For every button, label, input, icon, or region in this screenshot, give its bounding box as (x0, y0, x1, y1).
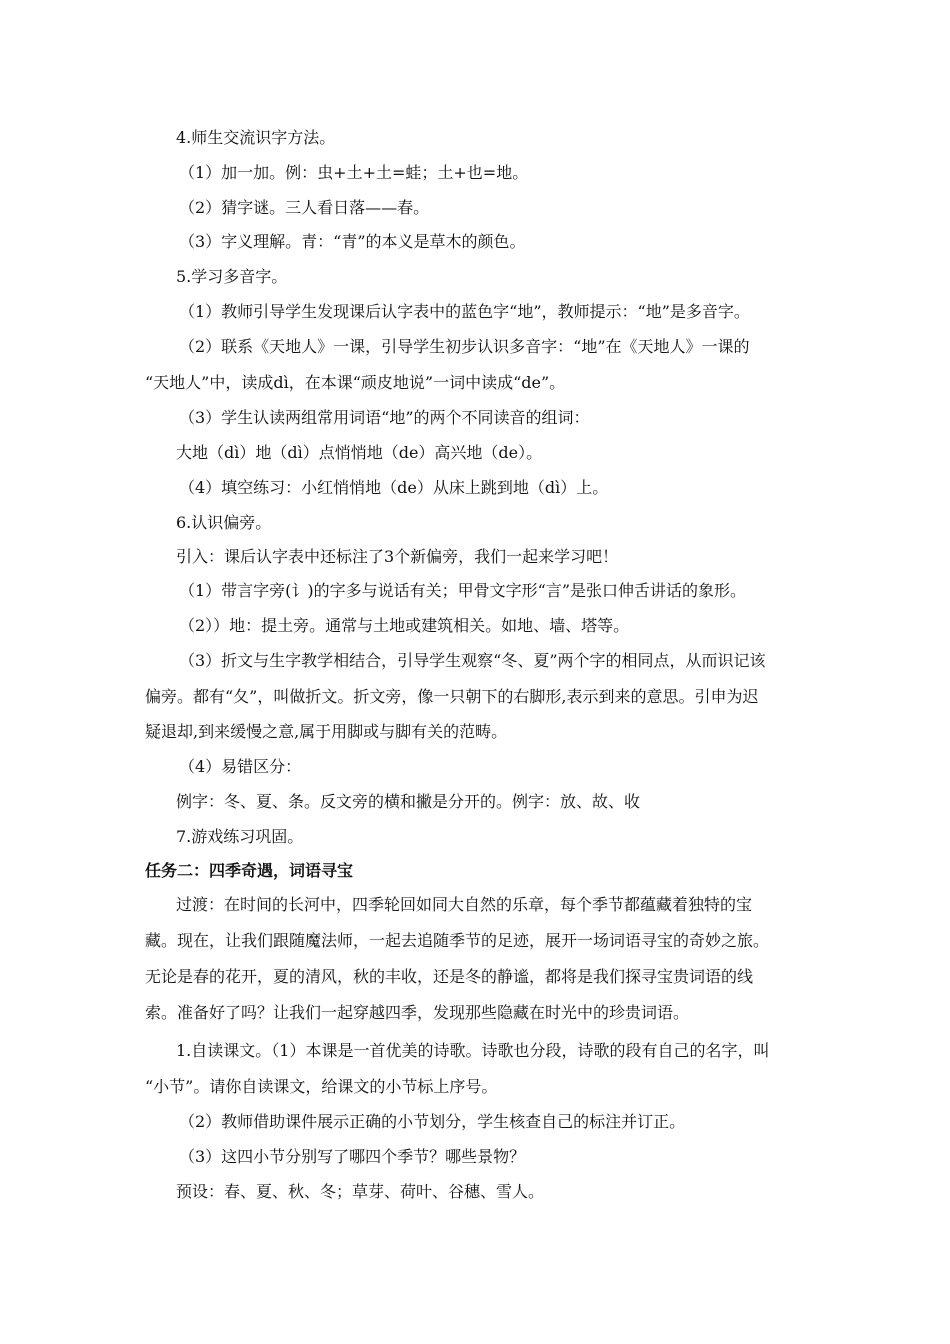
reading-step-2: （2）教师借助课件展示正确的小节划分，学生核查自己的标注并订正。 (179, 1112, 686, 1131)
radical-item-3-cont-2: 疑退却,到来缓慢之意,属于用脚或与脚有关的范畴。 (145, 722, 508, 741)
radical-item-3: （3）折文与生字教学相结合，引导学生观察“冬、夏”两个字的相同点，从而识记该 (179, 651, 766, 670)
task-2-heading: 任务二：四季奇遇，词语寻宝 (145, 861, 354, 880)
step-4-heading: 4.师生交流识字方法。 (176, 128, 336, 147)
transition-line-3: 无论是春的花开，夏的清风，秋的丰收，还是冬的静谧，都将是我们探寻宝贵词语的线 (145, 967, 754, 986)
transition-line-1: 过渡：在时间的长河中，四季轮回如同大自然的乐章，每个季节都蕴藏着独特的宝 (176, 895, 753, 914)
reading-preset: 预设：春、夏、秋、冬；草芽、荷叶、谷穗、雪人。 (176, 1182, 545, 1201)
radical-item-2: （2））地：提土旁。通常与土地或建筑相关。如地、墙、塔等。 (179, 616, 630, 635)
method-add: （1）加一加。例：虫+土+土=蛙；土+也=地。 (179, 163, 529, 182)
polyphone-item-3: （3）学生认读两组常用词语“地”的两个不同读音的组词： (179, 408, 590, 427)
step-7-heading: 7.游戏练习巩固。 (176, 827, 304, 846)
radical-examples: 例字：冬、夏、条。反文旁的横和撇是分开的。例字：放、故、收 (176, 792, 641, 811)
radical-item-1: （1）带言字旁(讠)的字多与说话有关；甲骨文字形“言”是张口伸舌讲话的象形。 (179, 581, 747, 600)
radical-item-3-cont-1: 偏旁。都有“夂”，叫做折文。折文旁，像一只朝下的右脚形,表示到来的意思。引申为迟 (145, 687, 759, 706)
step-6-heading: 6.认识偏旁。 (176, 513, 272, 532)
polyphone-item-4: （4）填空练习：小红悄悄地（de）从床上跳到地（dì）上。 (179, 478, 609, 497)
transition-line-2: 藏。现在，让我们跟随魔法师，一起去追随季节的足迹，展开一场词语寻宝的奇妙之旅。 (145, 931, 770, 950)
transition-line-4: 索。准备好了吗？让我们一起穿越四季，发现那些隐藏在时光中的珍贵词语。 (145, 1003, 690, 1022)
reading-step-1: 1.自读课文。（1）本课是一首优美的诗歌。诗歌也分段，诗歌的段有自己的名字，叫 (176, 1041, 770, 1060)
radical-intro: 引入：课后认字表中还标注了3个新偏旁，我们一起来学习吧！ (176, 547, 619, 566)
method-meaning: （3）字义理解。青：“青”的本义是草木的颜色。 (179, 232, 526, 251)
radical-item-4: （4）易错区分： (179, 757, 302, 776)
method-riddle: （2）猜字谜。三人看日落——春。 (179, 198, 430, 217)
reading-step-3: （3）这四小节分别写了哪四个季节？哪些景物？ (179, 1147, 526, 1166)
polyphone-words: 大地（dì）地（dì）点悄悄地（de）高兴地（de）。 (176, 443, 543, 462)
step-5-heading: 5.学习多音字。 (176, 267, 288, 286)
polyphone-item-1: （1）教师引导学生发现课后认字表中的蓝色字“地”，教师提示：“地”是多音字。 (179, 302, 750, 321)
polyphone-item-2-cont: “天地人”中，读成dì，在本课“顽皮地说”一词中读成“de”。 (145, 373, 566, 392)
reading-step-1-cont: “小节”。请你自读课文，给课文的小节标上序号。 (145, 1077, 498, 1096)
polyphone-item-2: （2）联系《天地人》一课，引导学生初步认识多音字：“地”在《天地人》一课的 (179, 337, 750, 356)
